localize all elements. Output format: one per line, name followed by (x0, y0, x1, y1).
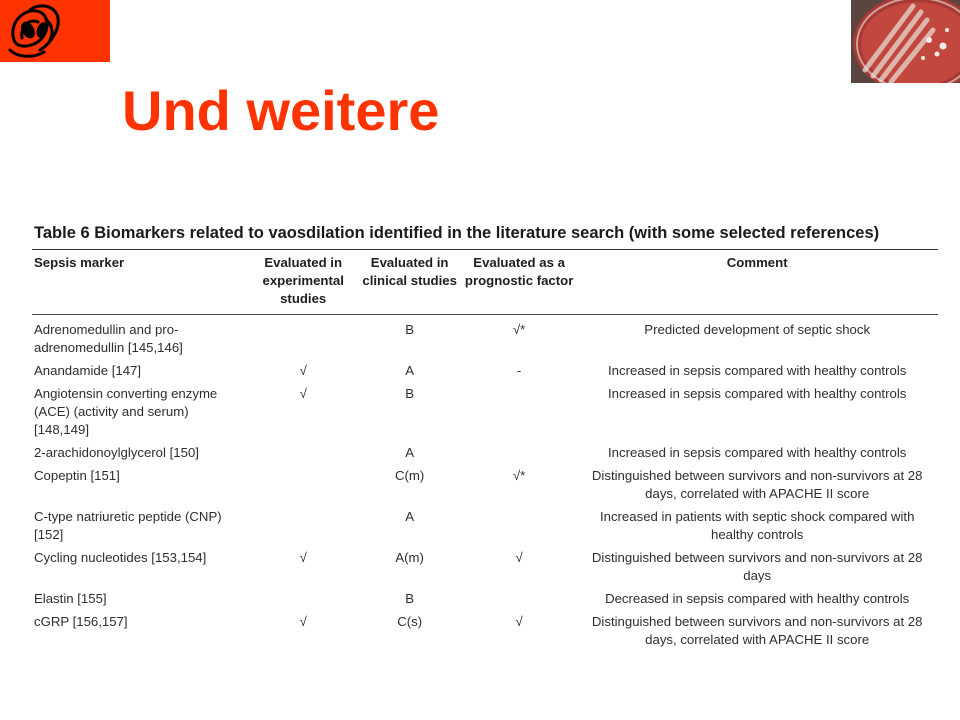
slide-title: Und weitere (122, 79, 440, 142)
comment-cell: Distinguished between survivors and non-survivors at 28 days (591, 550, 923, 583)
prognostic-cell: √ (515, 614, 523, 629)
clinical-cell: A (405, 445, 415, 460)
table-row (32, 442, 938, 465)
clinical-cell: A (405, 363, 415, 378)
column-header: Evaluated as a prognostic factor (464, 255, 574, 288)
table-row (32, 360, 938, 383)
experimental-cell: √ (299, 363, 307, 378)
column-header: Evaluated in clinical studies (362, 255, 457, 288)
marker-cell: C-type natriuretic peptide (CNP) [152] (34, 509, 222, 542)
experimental-cell: √ (299, 386, 307, 401)
petri-dish-icon (851, 0, 960, 83)
prognostic-cell: √* (512, 468, 526, 483)
clinical-cell: C(m) (395, 468, 425, 483)
bacteria-logo-icon (0, 0, 110, 62)
marker-cell: Adrenomedullin and pro-adrenomedullin [145,146] (34, 322, 183, 355)
experimental-cell (249, 314, 357, 360)
column-header: Evaluated in experimental studies (262, 255, 344, 306)
prognostic-cell: √ (515, 550, 523, 565)
marker-cell: Anandamide [147] (34, 363, 142, 378)
marker-cell: 2-arachidonoylglycerol [150] (34, 445, 199, 460)
table-row (32, 383, 938, 442)
comment-cell: Distinguished between survivors and non-survivors at 28 days, correlated with APACHE II score (591, 468, 923, 501)
clinical-cell: B (405, 322, 415, 337)
experimental-cell (249, 442, 357, 465)
comment-cell: Increased in sepsis compared with healthy controls (608, 386, 907, 401)
table-row (32, 611, 938, 652)
experimental-cell: √ (299, 550, 307, 565)
marker-cell: Copeptin [151] (34, 468, 120, 483)
table-caption: Table 6 Biomarkers related to vaosdilation identified in the literature search (with some selected references) (34, 224, 880, 242)
prognostic-cell (462, 506, 577, 547)
comment-cell: Predicted development of septic shock (644, 322, 871, 337)
clinical-cell: C(s) (397, 614, 423, 629)
comment-cell: Increased in patients with septic shock compared with healthy controls (599, 509, 915, 542)
marker-cell: Cycling nucleotides [153,154] (34, 550, 207, 565)
clinical-cell: B (405, 386, 415, 401)
table-row (32, 547, 938, 588)
clinical-cell: A(m) (395, 550, 424, 565)
data-table (32, 251, 938, 652)
prognostic-cell: - (516, 363, 522, 378)
table-top-rule (32, 249, 938, 250)
clinical-cell: A (405, 509, 415, 524)
experimental-cell (249, 588, 357, 611)
marker-cell: Elastin [155] (34, 591, 107, 606)
table-row (32, 465, 938, 506)
table-header-row (32, 251, 938, 314)
prognostic-cell: √* (512, 322, 526, 337)
comment-cell: Increased in sepsis compared with healthy controls (608, 445, 907, 460)
table-row (32, 588, 938, 611)
experimental-cell: √ (299, 614, 307, 629)
prognostic-cell (462, 442, 577, 465)
marker-cell: Angiotensin converting enzyme (ACE) (activity and serum) [148,149] (34, 386, 218, 437)
comment-cell: Distinguished between survivors and non-survivors at 28 days, correlated with APACHE II score (591, 614, 923, 647)
table-row (32, 506, 938, 547)
table-row (32, 314, 938, 360)
photo (851, 0, 960, 83)
comment-cell: Increased in sepsis compared with healthy controls (608, 363, 907, 378)
experimental-cell (249, 506, 357, 547)
logo (0, 0, 110, 62)
column-header: Comment (726, 255, 788, 270)
experimental-cell (249, 465, 357, 506)
prognostic-cell (462, 383, 577, 442)
comment-cell: Decreased in sepsis compared with healthy controls (605, 591, 910, 606)
marker-cell: cGRP [156,157] (34, 614, 128, 629)
column-header: Sepsis marker (34, 255, 125, 270)
prognostic-cell (462, 588, 577, 611)
clinical-cell: B (405, 591, 415, 606)
biomarker-table (32, 220, 938, 680)
